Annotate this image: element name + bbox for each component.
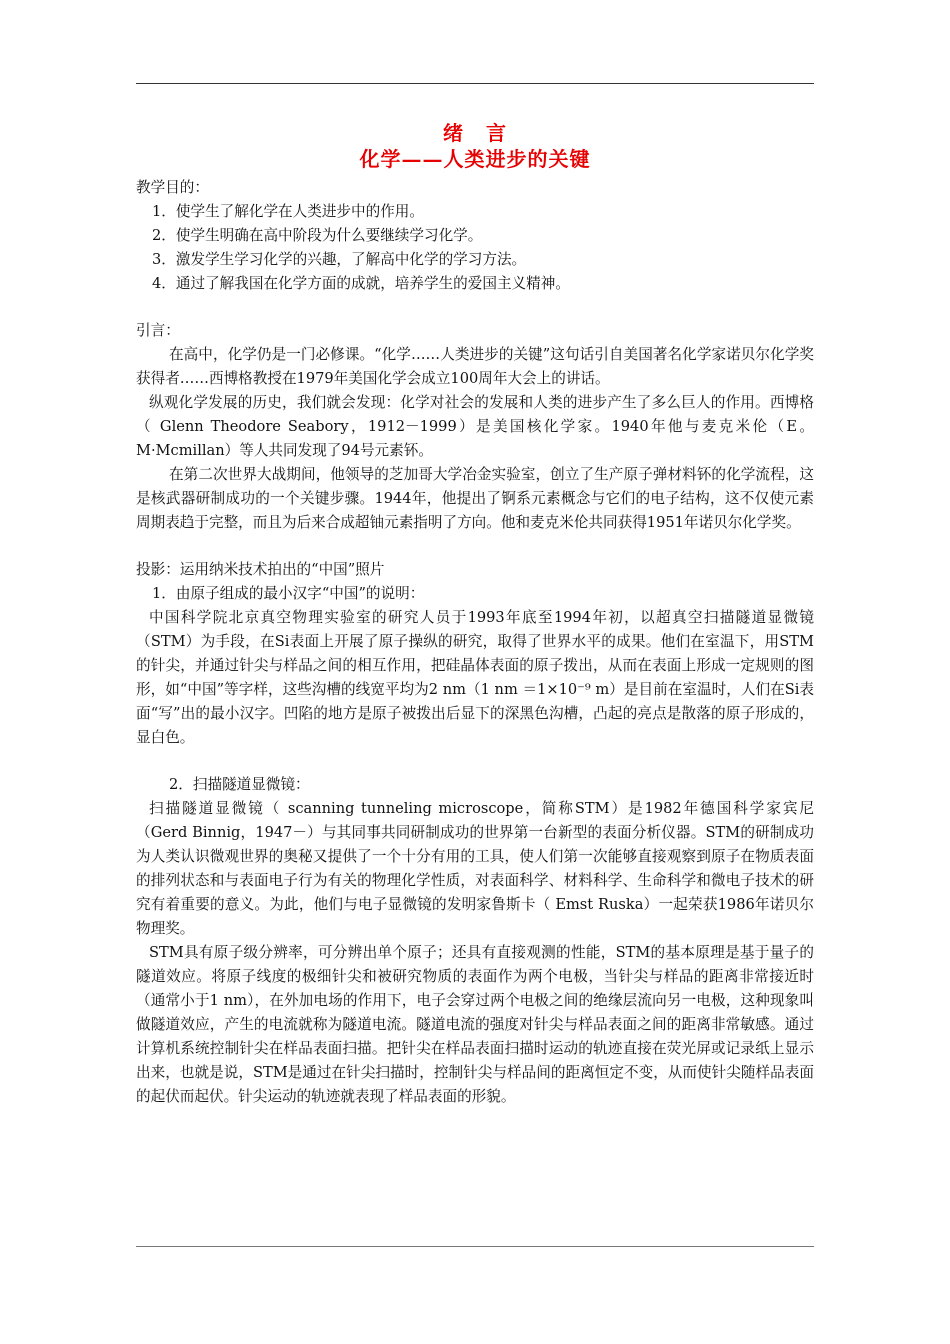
intro-paragraph: 纵观化学发展的历史，我们就会发现：化学对社会的发展和人类的进步产生了多么巨人的作用。西博格（ Glenn Theodore Seabory，1912－1999）是美国核化学家。1940年他与麦克米伦（E。M·Mcmillan）等人共同发现了94号元素钚。 <box>136 394 814 459</box>
intro-label: 引言： <box>136 322 180 339</box>
section-heading: 2．扫描隧道显微镜： <box>169 776 310 793</box>
page-subtitle: 化学——人类进步的关键 <box>359 147 591 171</box>
objective-item: 4．通过了解我国在化学方面的成就，培养学生的爱国主义精神。 <box>152 275 570 292</box>
section-paragraph: STM具有原子级分辨率，可分辨出单个原子；还具有直接观测的性能，STM的基本原理是基于量子的隧道效应。将原子线度的极细针尖和被研究物质的表面作为两个电极，当针尖与样品的距离非常接近时（通常小于1 nm），在外加电场的作用下，电子会穿过两个电极之间的绝缘层流向另一电极，这种现象叫做隧道效应，产生的电流就称为隧道电流。隧道电流的强度对针尖与样品表面之间的距离非常敏感。通过计算机系统控制针尖在样品表面扫描。把针尖在样品表面扫描时运动的轨迹直接在荧光屏或记录纸上显示出来，也就是说，STM是通过在针尖扫描时，控制针尖与样品间的距离恒定不变，从而使针尖随样品表面的起伏而起伏。针尖运动的轨迹就表现了样品表面的形貌。 <box>136 944 814 1105</box>
intro-paragraph: 在第二次世界大战期间，他领导的芝加哥大学冶金实验室，创立了生产原子弹材料钚的化学流程，这是核武器研制成功的一个关键步骤。1944年，他提出了锕系元素概念与它们的电子结构，这不仅使元素周期表趋于完整，而且为后来合成超铀元素指明了方向。他和麦克米伦共同获得1951年诺贝尔化学奖。 <box>136 466 814 531</box>
projection-label: 投影：运用纳米技术拍出的“中国”照片 <box>136 561 385 578</box>
page-title: 绪 言 <box>443 121 507 145</box>
objective-item: 3．激发学生学习化学的兴趣，了解高中化学的学习方法。 <box>152 251 527 268</box>
section-paragraph: 中国科学院北京真空物理实验室的研究人员于1993年底至1994年初，以超真空扫描隧道显微镜（STM）为手段，在Si表面上开展了原子操纵的研究，取得了世界水平的成果。他们在室温下，用STM的针尖，并通过针尖与样品之间的相互作用，把硅晶体表面的原子拨出，从而在表面上形成一定规则的图形，如“中国”等字样，这些沟槽的线宽平均为2 nm（1 nm ＝1×10⁻⁹ m）是目前在室温时，人们在Si表面“写”出的最小汉字。凹陷的地方是原子被拨出后显下的深黑色沟槽，凸起的亮点是散落的原子形成的，显白色。 <box>136 609 814 746</box>
spacer <box>136 296 814 319</box>
spacer <box>136 750 814 773</box>
section-heading: 1．由原子组成的最小汉字“中国”的说明： <box>152 585 425 602</box>
intro-paragraph: 在高中，化学仍是一门必修课。“化学……人类进步的关键”这句话引自美国著名化学家诺贝尔化学奖获得者……西博格教授在1979年美国化学会成立100周年大会上的讲话。 <box>136 346 814 387</box>
spacer <box>136 535 814 558</box>
objectives-label: 教学目的： <box>136 179 209 196</box>
footer-rule <box>136 1246 814 1247</box>
header-rule <box>136 83 814 84</box>
objective-item: 1．使学生了解化学在人类进步中的作用。 <box>152 203 424 220</box>
objective-item: 2．使学生明确在高中阶段为什么要继续学习化学。 <box>152 227 483 244</box>
section-paragraph: 扫描隧道显微镜（ scanning tunneling microscope，简称STM）是1982年德国科学家宾尼（Gerd Binnig，1947－）与其同事共同研制成功的世界第一台新型的表面分析仪器。STM的研制成功为人类认识微观世界的奥秘又提供了一个十分有用的工具，使人们第一次能够直接观察到原子在物质表面的排列状态和与表面电子行为有关的物理化学性质，对表面科学、材料科学、生命科学和微电子技术的研究有着重要的意义。为此，他们与电子显微镜的发明家鲁斯卡（ Emst Ruska）一起荣获1986年诺贝尔物理奖。 <box>136 800 814 937</box>
document-body <box>136 120 814 1109</box>
